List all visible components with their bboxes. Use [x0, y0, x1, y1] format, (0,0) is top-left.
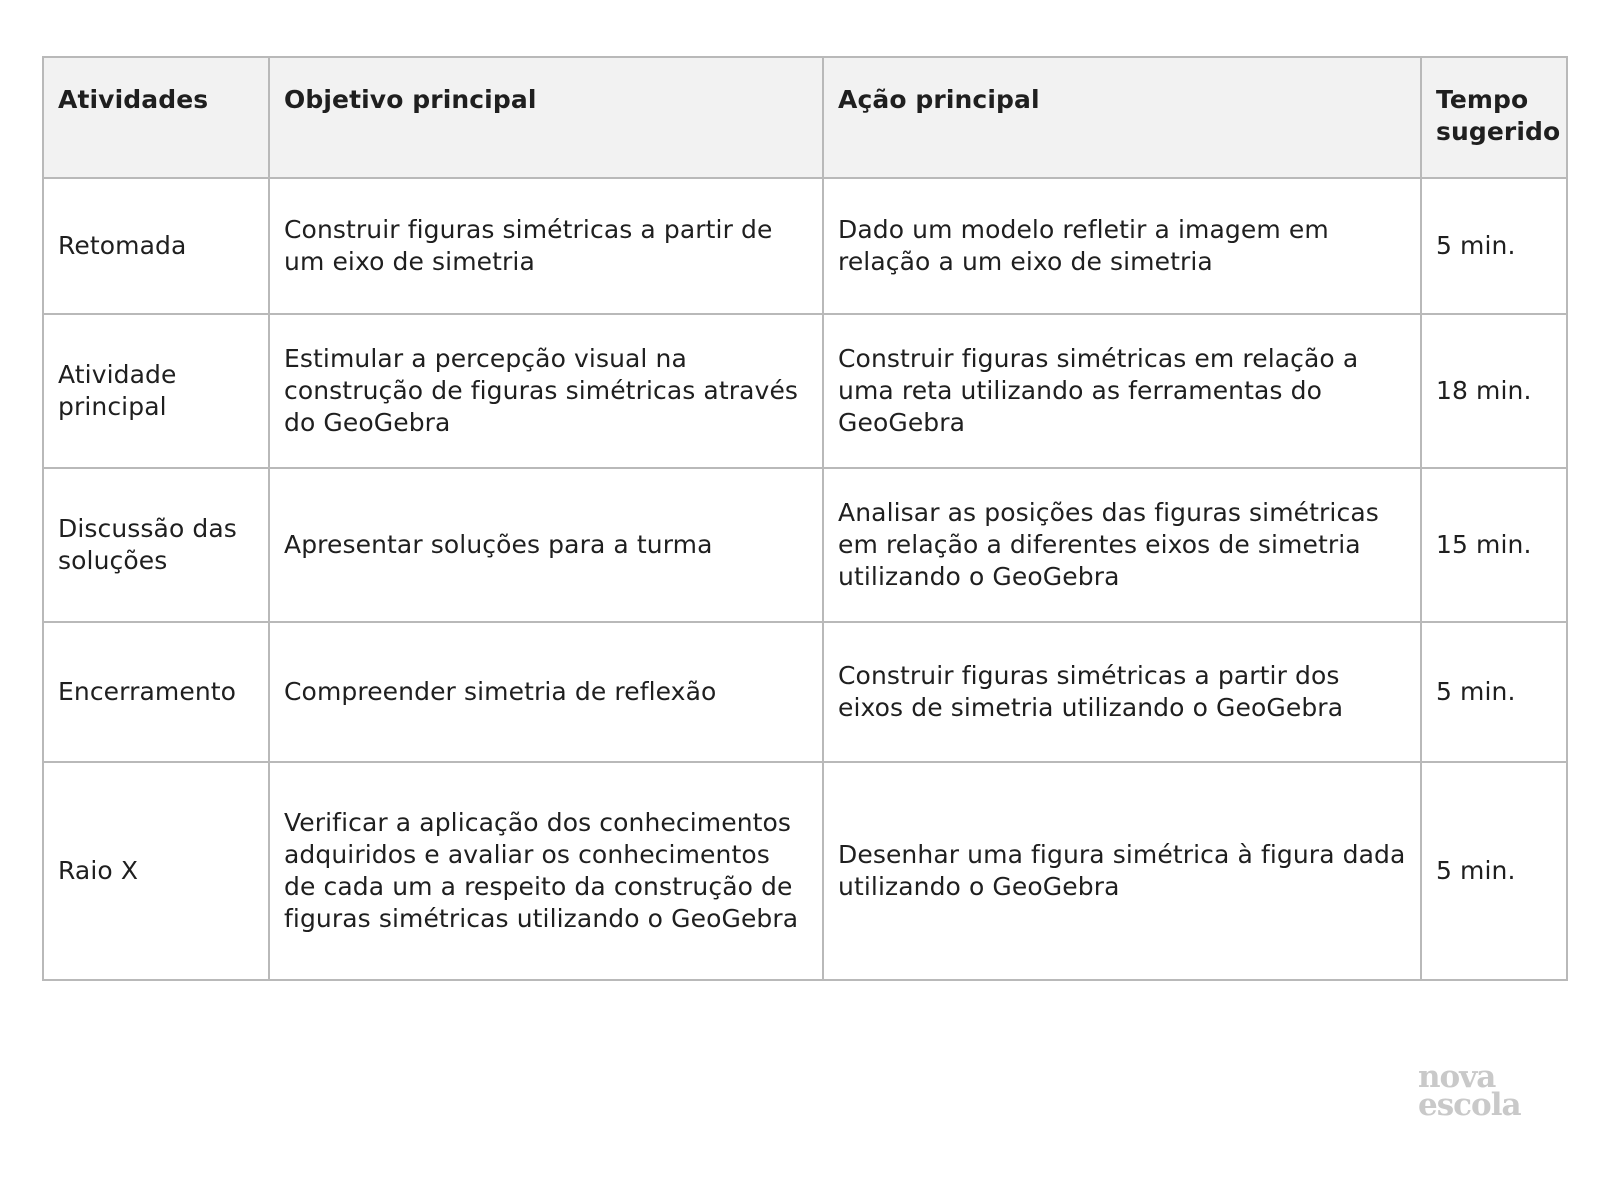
cell-acao: Construir figuras simétricas a partir dos eixos de simetria utilizando o GeoGebra: [823, 622, 1421, 762]
table-row: [43, 178, 1567, 314]
cell-acao: Dado um modelo refletir a imagem em relação a um eixo de simetria: [823, 178, 1421, 314]
logo-line-1: nova: [1418, 1059, 1496, 1095]
cell-objetivo: Verificar a aplicação dos conhecimentos adquiridos e avaliar os conhecimentos de cada um a respeito da construção de figuras simétricas utilizando o GeoGebra: [269, 762, 823, 980]
nova-escola-logo: [1418, 1059, 1558, 1123]
cell-atividade: Discussão das soluções: [43, 468, 269, 622]
table-header-row: [43, 57, 1567, 178]
header-tempo: Tempo sugerido: [1421, 57, 1567, 178]
table-row: [43, 314, 1567, 468]
cell-acao: Construir figuras simétricas em relação a uma reta utilizando as ferramentas do GeoGebra: [823, 314, 1421, 468]
header-objetivo: Objetivo principal: [269, 57, 823, 178]
table-row: [43, 468, 1567, 622]
cell-objetivo: Compreender simetria de reflexão: [269, 622, 823, 762]
cell-objetivo: Apresentar soluções para a turma: [269, 468, 823, 622]
lesson-plan-table: [42, 56, 1568, 981]
cell-acao: Analisar as posições das figuras simétricas em relação a diferentes eixos de simetria utilizando o GeoGebra: [823, 468, 1421, 622]
cell-tempo: 5 min.: [1421, 622, 1567, 762]
table-row: [43, 762, 1567, 980]
cell-tempo: 18 min.: [1421, 314, 1567, 468]
header-acao: Ação principal: [823, 57, 1421, 178]
cell-atividade: Encerramento: [43, 622, 269, 762]
cell-tempo: 5 min.: [1421, 178, 1567, 314]
cell-acao: Desenhar uma figura simétrica à figura dada utilizando o GeoGebra: [823, 762, 1421, 980]
header-atividades: Atividades: [43, 57, 269, 178]
logo-line-2: escola: [1418, 1087, 1521, 1123]
cell-atividade: Atividade principal: [43, 314, 269, 468]
cell-objetivo: Estimular a percepção visual na construção de figuras simétricas através do GeoGebra: [269, 314, 823, 468]
cell-atividade: Retomada: [43, 178, 269, 314]
cell-tempo: 15 min.: [1421, 468, 1567, 622]
table-row: [43, 622, 1567, 762]
cell-atividade: Raio X: [43, 762, 269, 980]
cell-objetivo: Construir figuras simétricas a partir de um eixo de simetria: [269, 178, 823, 314]
cell-tempo: 5 min.: [1421, 762, 1567, 980]
